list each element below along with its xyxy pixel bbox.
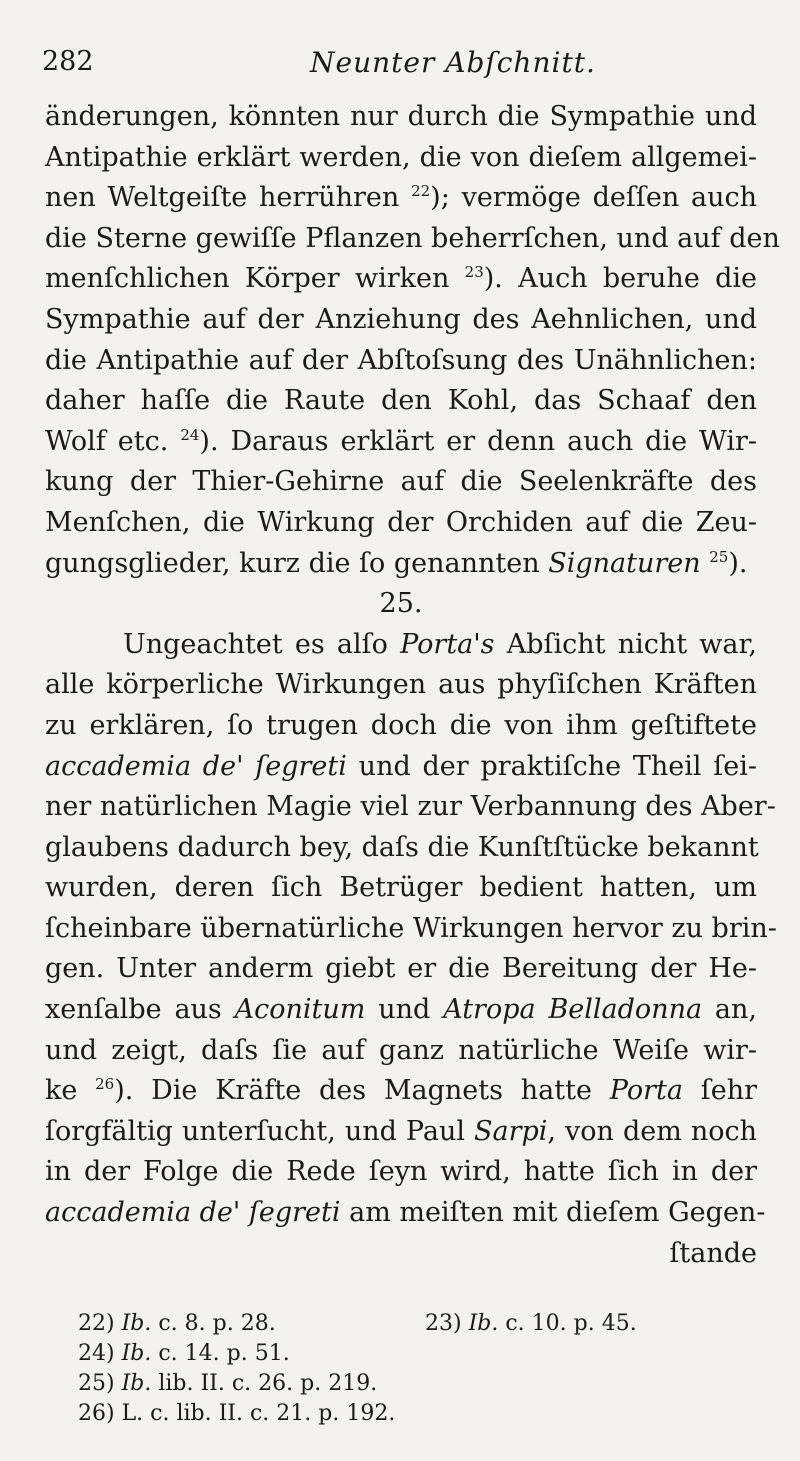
text-line (45, 1071, 757, 1112)
page-header (40, 40, 750, 80)
text-run: am meiſten mit dieſem Gegen- (340, 1197, 766, 1229)
text-run: ſcheinbare übernatürliche Wirkungen hervor zu brin- (45, 912, 777, 944)
italic-text: Ib. (468, 1311, 499, 1336)
text-run: Abſicht nicht war, (494, 628, 757, 660)
text-run: ). Daraus erklärt er denn auch die Wir- (199, 425, 757, 457)
text-run: c. 10. p. 45. (498, 1311, 637, 1336)
footnote-row (78, 1369, 718, 1399)
italic-text: Ib. (121, 1311, 152, 1336)
footnote-reference: 26 (95, 1075, 115, 1094)
text-run: 25) (78, 1371, 122, 1396)
italic-text: Porta's (400, 628, 495, 660)
text-run: Sympathie auf der Anziehung des Aehnlichen, und (45, 303, 757, 335)
text-line (45, 1112, 757, 1153)
section-number (45, 584, 757, 625)
footnote (78, 1371, 377, 1396)
text-run: die Sterne gewiſſe Pflanzen beherrſchen, und auf den (45, 222, 780, 254)
text-run: c. 14. p. 51. (151, 1341, 290, 1366)
text-line (45, 787, 776, 828)
footnote (78, 1341, 290, 1366)
text-run: c. 8. p. 28. (151, 1311, 276, 1336)
footnote-row (78, 1399, 718, 1429)
text-run: in der Folge die Rede ſeyn wird, hatte ſich in der (45, 1156, 757, 1188)
italic-text: Aconitum (234, 994, 366, 1026)
text-run: ſorgfältig unterſucht, und Paul (45, 1115, 474, 1147)
footnote-row (78, 1339, 718, 1369)
text-line (45, 990, 757, 1031)
running-title: Neunter Abſchnitt. (310, 46, 596, 79)
text-run: Antipathie erklärt werden, die von dieſem allgemei- (45, 141, 757, 173)
text-line (45, 341, 757, 382)
text-run: ). Auch beruhe die (483, 263, 757, 295)
text-run: 22) (78, 1311, 122, 1336)
text-line (45, 1234, 757, 1275)
text-run: ). Die Kräfte des Magnets hatte (114, 1075, 610, 1107)
footnotes (78, 1309, 718, 1429)
text-line (45, 665, 757, 706)
footnote-reference: 23 (464, 263, 484, 282)
text-run: 26) L. c. lib. II. c. 21. p. 192. (78, 1401, 396, 1426)
italic-text: Signaturen (548, 547, 701, 579)
text-line (45, 138, 757, 179)
text-run: lib. II. c. 26. p. 219. (151, 1371, 378, 1396)
text-line (45, 1031, 757, 1072)
text-run: gungsglieder, kurz die ſo genannten (45, 547, 549, 579)
text-line (45, 300, 757, 341)
text-run: änderungen, könnten nur durch die Sympathie und (45, 101, 757, 132)
text-line (45, 1193, 766, 1234)
text-run: kung der Thier-Gehirne auf die Seelenkräfte des (45, 466, 757, 498)
text-line (45, 868, 757, 909)
text-line (45, 949, 757, 990)
text-line (45, 422, 757, 463)
text-line (45, 259, 757, 300)
footnote-reference: 25 (709, 547, 729, 566)
text-line (45, 828, 757, 869)
text-run: ſtande (669, 1237, 757, 1269)
text-run: xenſalbe aus (45, 994, 235, 1026)
body-text (45, 97, 780, 1274)
text-run: ſehr (682, 1075, 757, 1107)
text-run: ); vermöge deſſen auch (430, 182, 757, 214)
text-run: glaubens dadurch bey, daſs die Kunſtſtücke bekannt (45, 831, 759, 863)
text-run: zu erklären, ſo trugen doch die von ihm geſtiftete (45, 709, 757, 741)
footnote (425, 1309, 637, 1339)
text-line (45, 706, 757, 747)
page-number: 282 (42, 46, 94, 77)
text-run: wurden, deren ſich Betrüger bedient hatten, um (45, 872, 757, 904)
footnote-row (78, 1309, 718, 1339)
italic-text: Porta (609, 1075, 683, 1107)
text-line (45, 381, 757, 422)
text-run: die Antipathie auf der Abſtoſsung des Unähnlichen: (45, 344, 757, 376)
text-run: nen Weltgeiſte herrühren (45, 182, 412, 214)
text-run: Ungeachtet es alſo (123, 628, 401, 660)
text-run: und (365, 994, 444, 1026)
text-run: menſchlichen Körper wirken (45, 263, 465, 295)
footnote-reference: 24 (180, 425, 200, 444)
text-run: Wolf etc. (45, 425, 181, 457)
text-run: daher haſſe die Raute den Kohl, das Schaaf den (45, 385, 757, 417)
text-run: ner natürlichen Magie viel zur Verbannung des Aber- (45, 791, 776, 823)
footnote-reference: 22 (411, 182, 431, 201)
text-line (45, 462, 757, 503)
text-run: alle körperliche Wirkungen aus phyſiſchen Kräften (45, 669, 757, 701)
text-run: , von dem noch (547, 1115, 757, 1147)
text-line (45, 747, 757, 788)
text-run: ). (728, 547, 748, 579)
text-run (701, 548, 710, 579)
text-run: gen. Unter anderm giebt er die Bereitung der He- (45, 953, 757, 985)
text-run: und zeigt, daſs ſie auf ganz natürliche Weiſe wir- (45, 1034, 757, 1066)
text-line (45, 178, 757, 219)
text-run: an, (702, 994, 758, 1026)
italic-text: Ib. (121, 1371, 152, 1396)
text-line (45, 625, 757, 666)
text-line (45, 544, 757, 585)
text-line (45, 97, 757, 138)
italic-text: Sarpi (474, 1115, 548, 1147)
italic-text: accademia de' ſegreti (45, 1197, 341, 1229)
text-run: und der praktiſche Theil ſei- (346, 750, 758, 782)
text-line (45, 909, 777, 950)
italic-text: Ib. (121, 1341, 152, 1366)
italic-text: accademia de' ſegreti (45, 750, 347, 782)
text-run: Menſchen, die Wirkung der Orchiden auf die Zeu- (45, 506, 757, 538)
italic-text: Atropa Belladonna (443, 994, 703, 1026)
text-run: ke (45, 1075, 96, 1107)
footnote (78, 1401, 395, 1426)
text-line (45, 1152, 757, 1193)
text-line (45, 219, 780, 260)
text-line (45, 503, 757, 544)
text-run: 23) (425, 1311, 469, 1336)
footnote (78, 1311, 276, 1336)
text-run: 24) (78, 1341, 122, 1366)
text-run: 25. (379, 588, 423, 620)
